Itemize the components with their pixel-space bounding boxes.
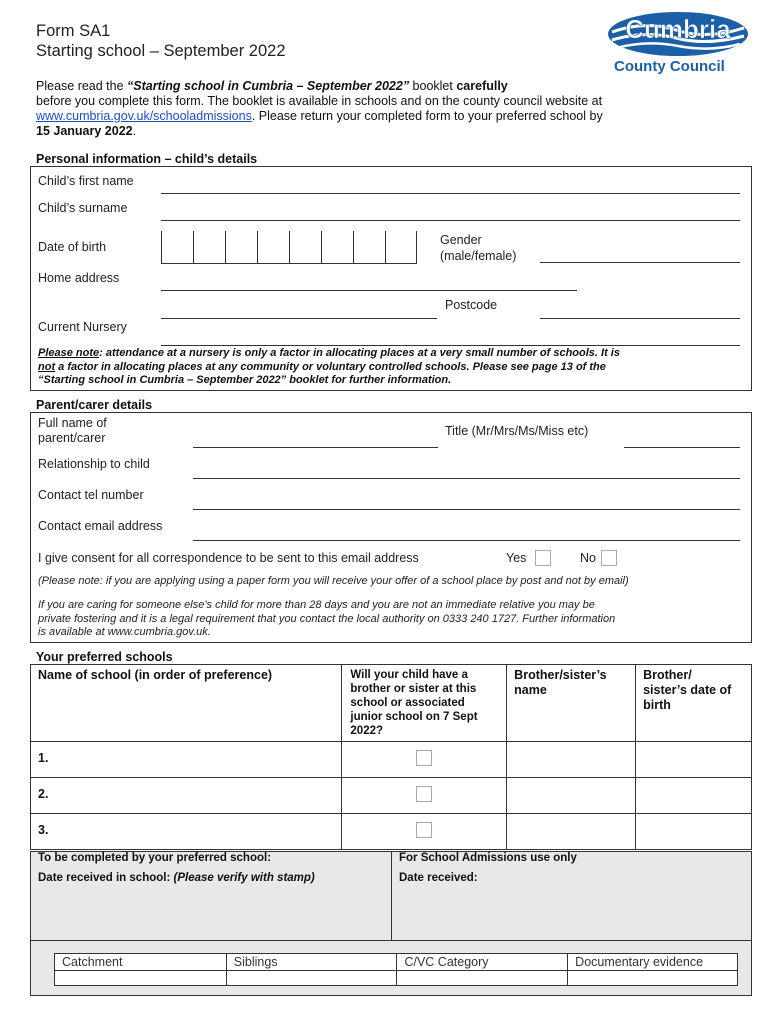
surname-label: Child’s surname	[38, 201, 128, 215]
title-label: Title (Mr/Mrs/Ms/Miss etc)	[445, 424, 589, 438]
intro-paragraph: Please read the “Starting school in Cumbria – September 2022” booklet carefully before you complete this form. The booklet is available in schools and on the county council website at www.cumbria.gov.uk/schooladmissions. Please return your completed form to your preferred school by 15 January 2022.	[36, 79, 603, 138]
siblings-header: Siblings	[226, 954, 397, 971]
sibling-checkbox[interactable]	[416, 750, 432, 766]
school-row	[31, 814, 752, 850]
sibling-dob-cell[interactable]	[636, 742, 752, 778]
school-row-number[interactable]: 3.	[31, 814, 342, 850]
col-school-name: Name of school (in order of preference)	[31, 665, 342, 742]
address-field-line-1[interactable]	[161, 290, 577, 291]
tel-field[interactable]	[193, 509, 740, 510]
catchment-cell[interactable]	[55, 971, 227, 986]
sibling-name-cell[interactable]	[507, 742, 636, 778]
email-label: Contact email address	[38, 519, 163, 533]
logo-wordmark: Cumbria	[625, 14, 731, 44]
cumbria-logo	[606, 10, 748, 80]
dob-field[interactable]	[161, 231, 417, 264]
first-name-field[interactable]	[161, 193, 740, 194]
sibling-checkbox[interactable]	[416, 786, 432, 802]
documentary-evidence-cell[interactable]	[568, 971, 738, 986]
consent-yes-checkbox[interactable]	[535, 550, 551, 566]
nursery-label: Current Nursery	[38, 320, 127, 334]
email-field[interactable]	[193, 540, 740, 541]
intro-text-3: before you complete this form. The booklet is available in schools and on the county council website at	[36, 94, 603, 108]
admissions-table	[54, 953, 738, 986]
surname-field[interactable]	[161, 220, 740, 221]
nursery-note: Please note: attendance at a nursery is only a factor in allocating places at a very small number of schools. It is not a factor in allocating places at any community or voluntary controlled schools. Please see page 13 of the “Starting school in Cumbria – September 2022” booklet for further information.	[38, 347, 620, 386]
cvc-category-header: C/VC Category	[397, 954, 568, 971]
intro-text-4: . Please return your completed form to your preferred school by	[251, 109, 603, 123]
address-label: Home address	[38, 271, 120, 285]
consent-yes-label: Yes	[506, 551, 527, 565]
note-not: not	[38, 360, 56, 373]
documentary-evidence-header: Documentary evidence	[568, 954, 738, 971]
nursery-field[interactable]	[161, 345, 740, 346]
sibling-checkbox[interactable]	[416, 822, 432, 838]
consent-no-label: No	[580, 551, 596, 565]
admissions-link[interactable]: www.cumbria.gov.uk/schooladmissions	[36, 109, 252, 123]
col-sibling-name: Brother/sister’s name	[507, 665, 636, 742]
note-lead: Please note	[38, 347, 100, 359]
schools-table	[30, 664, 752, 850]
form-subtitle: Starting school – September 2022	[36, 42, 286, 60]
cvc-category-cell[interactable]	[397, 971, 568, 986]
cumbria-logo-mark	[606, 10, 748, 58]
relationship-field[interactable]	[193, 478, 740, 479]
intro-booklet-title: “Starting school in Cumbria – September 2022”	[127, 79, 410, 93]
dob-label: Date of birth	[38, 240, 107, 254]
date-received-school: Date received in school: (Please verify with stamp)	[38, 872, 315, 884]
postcode-label: Postcode	[445, 298, 498, 312]
intro-text-1: Please read the	[36, 79, 128, 93]
full-name-label: Full name of parent/carer	[38, 416, 107, 445]
sibling-dob-cell[interactable]	[636, 814, 752, 850]
intro-carefully: carefully	[456, 79, 508, 93]
admissions-date-received: Date received:	[399, 872, 478, 884]
address-field-line-2[interactable]	[161, 318, 437, 319]
relationship-label: Relationship to child	[38, 457, 150, 471]
private-fostering-note: If you are caring for someone else’s child for more than 28 days and you are not an immediate relative you may be private fostering and it is a legal requirement that you contact the local authority on 0333 240 1727. Further information is available at www.cumbria.gov.uk.	[38, 599, 616, 638]
school-row-number[interactable]: 1.	[31, 742, 342, 778]
sibling-name-cell[interactable]	[507, 814, 636, 850]
school-row	[31, 778, 752, 814]
school-row-number[interactable]: 2.	[31, 778, 342, 814]
gender-label: Gender	[440, 233, 482, 247]
col-sibling-question: Will your child have a brother or sister at this school or associated junior school on 7 Sept 2022?	[342, 665, 507, 742]
consent-label: I give consent for all correspondence to be sent to this email address	[38, 551, 419, 565]
intro-deadline: 15 January 2022	[36, 124, 133, 138]
tel-label: Contact tel number	[38, 488, 144, 502]
siblings-cell[interactable]	[226, 971, 397, 986]
first-name-label: Child’s first name	[38, 174, 134, 188]
admissions-use-heading: For School Admissions use only	[399, 852, 577, 864]
sibling-name-cell[interactable]	[507, 778, 636, 814]
paper-form-note: (Please note: if you are applying using a paper form you will receive your offer of a school place by post and not by email)	[38, 575, 629, 587]
verify-stamp-note: (Please verify with stamp)	[173, 872, 315, 884]
title-field[interactable]	[624, 447, 740, 448]
personal-heading: Personal information – child’s details	[36, 152, 258, 166]
sibling-dob-cell[interactable]	[636, 778, 752, 814]
gender-hint: (male/female)	[440, 249, 517, 263]
intro-text-2: booklet	[409, 79, 457, 93]
parent-heading: Parent/carer details	[36, 398, 153, 412]
postcode-field[interactable]	[540, 318, 740, 319]
col-sibling-dob: Brother/ sister’s date of birth	[636, 665, 752, 742]
school-use-heading: To be completed by your preferred school:	[38, 852, 272, 864]
consent-no-checkbox[interactable]	[601, 550, 617, 566]
school-row	[31, 742, 752, 778]
full-name-field[interactable]	[193, 447, 438, 448]
catchment-header: Catchment	[55, 954, 227, 971]
logo-county-council: County Council	[614, 58, 725, 75]
gender-field[interactable]	[540, 262, 740, 263]
schools-header-row	[31, 665, 752, 742]
schools-heading: Your preferred schools	[36, 650, 173, 664]
form-code: Form SA1	[36, 22, 111, 40]
